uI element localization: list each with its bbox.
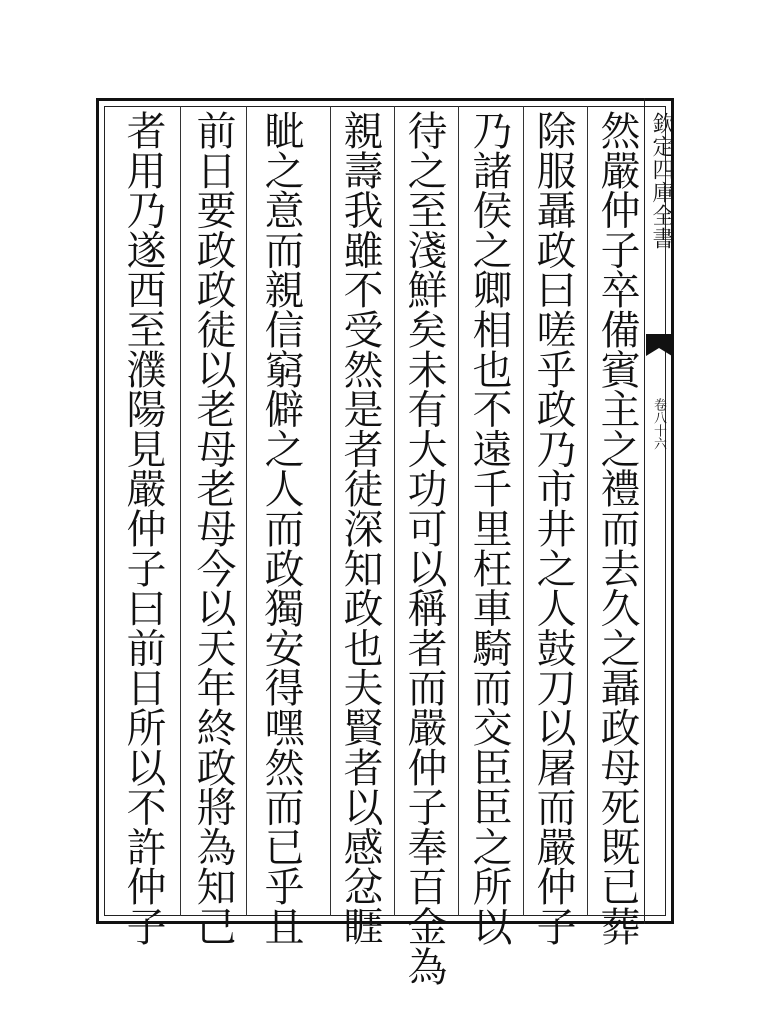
volume-label: 卷八十六 bbox=[651, 398, 666, 450]
book-title: 欽定四庫全書 bbox=[649, 112, 674, 250]
text-column: 眦之意而親信窮僻之人而政獨安得嘿然而已乎且 bbox=[258, 110, 304, 946]
text-column: 親壽我雖不受然是者徒深知政也夫賢者以感忿睚 bbox=[337, 110, 383, 946]
column-divider bbox=[246, 106, 247, 916]
text-column: 然嚴仲子卒備賓主之禮而去久之聶政母死既已葬 bbox=[594, 110, 640, 946]
column-divider bbox=[587, 106, 588, 916]
column-divider bbox=[180, 106, 181, 916]
text-column: 前日要政政徒以老母老母今以天年終政將為知己 bbox=[190, 110, 236, 946]
text-column: 者用乃遂西至濮陽見嚴仲子曰前日所以不許仲子 bbox=[120, 110, 166, 946]
text-column: 乃諸侯之卿相也不遠千里枉車騎而交臣臣之所以 bbox=[466, 110, 512, 946]
text-column: 除服聶政曰嗟乎政乃市井之人鼓刀以屠而嚴仲子 bbox=[530, 110, 576, 946]
fishtail-mark-icon bbox=[646, 334, 672, 362]
column-divider bbox=[458, 106, 459, 916]
column-divider bbox=[523, 106, 524, 916]
column-divider bbox=[330, 106, 331, 916]
text-column: 待之至淺鮮矣未有大功可以稱者而嚴仲子奉百金為 bbox=[401, 110, 447, 986]
column-divider bbox=[394, 106, 395, 916]
